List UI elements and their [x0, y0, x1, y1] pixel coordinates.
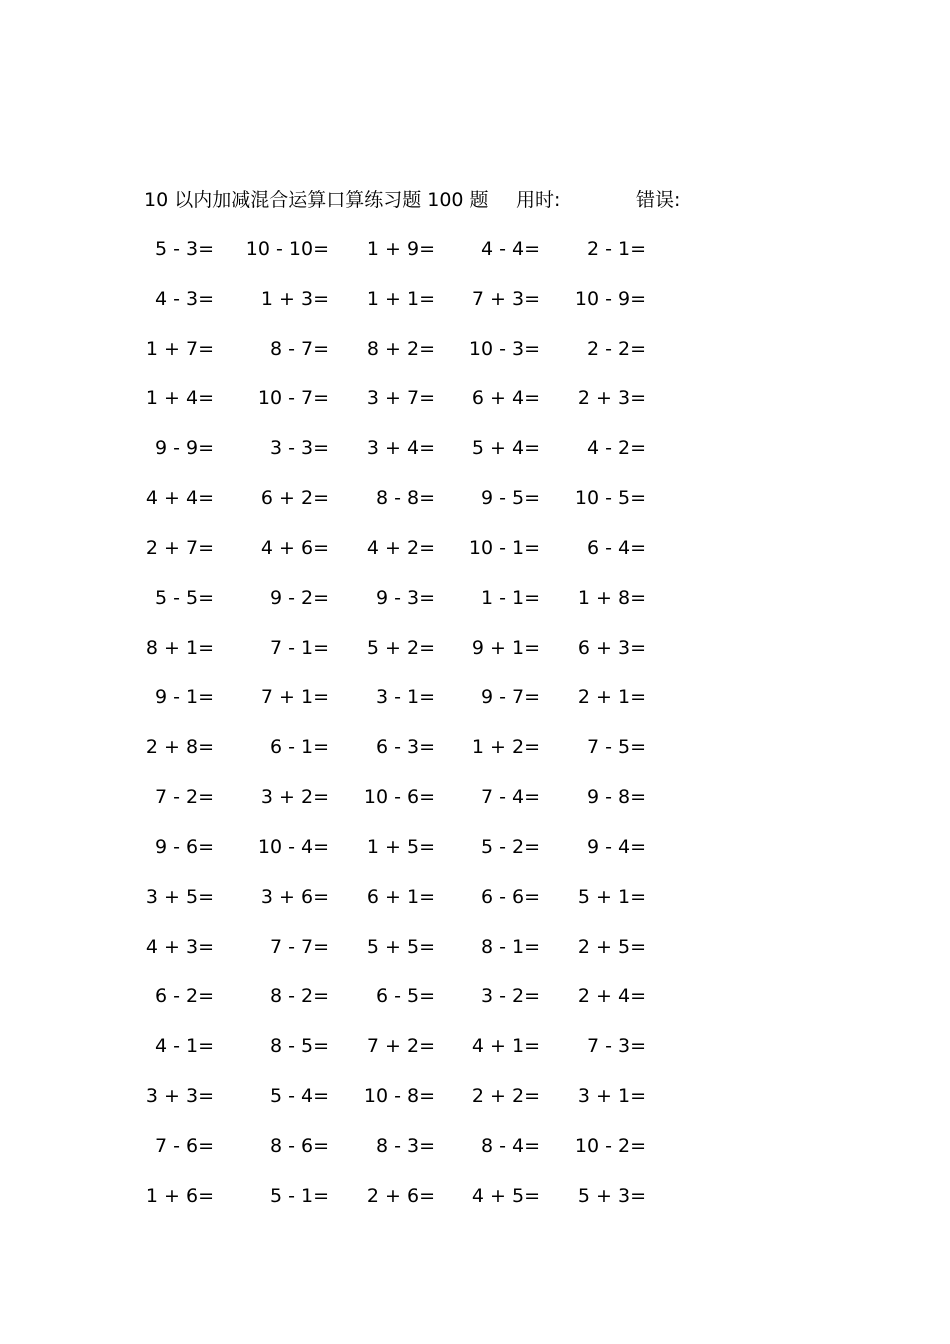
problem-item: 6 + 4= — [471, 387, 540, 410]
problem-item: 2 + 6= — [366, 1184, 435, 1207]
problem-item: 7 - 5= — [586, 736, 646, 759]
problem-item: 5 - 1= — [269, 1184, 329, 1207]
problem-item: 3 - 3= — [269, 437, 329, 460]
problem-item: 8 - 1= — [480, 935, 540, 958]
problem-item: 7 + 3= — [471, 287, 540, 310]
errors-label: 错误: — [636, 189, 681, 211]
problem-item: 10 - 7= — [257, 387, 329, 410]
problem-item: 10 - 3= — [468, 337, 540, 360]
problem-item: 5 + 1= — [577, 885, 646, 908]
problem-item: 2 + 4= — [577, 985, 646, 1008]
problem-item: 3 + 3= — [145, 1085, 214, 1108]
worksheet-title: 10 以内加减混合运算口算练习题 100 题 — [144, 189, 489, 211]
problem-row — [0, 782, 950, 832]
problem-item: 5 - 2= — [480, 835, 540, 858]
problem-item: 6 + 3= — [577, 636, 646, 659]
problem-item: 6 - 4= — [586, 536, 646, 559]
problem-item: 3 + 7= — [366, 387, 435, 410]
problem-item: 10 - 10= — [245, 238, 329, 260]
problem-row — [0, 383, 950, 433]
problem-row — [0, 1031, 950, 1081]
problem-item: 1 + 4= — [145, 387, 214, 410]
problem-item: 9 - 5= — [480, 487, 540, 510]
problem-item: 6 - 5= — [375, 985, 435, 1008]
problem-row — [0, 832, 950, 882]
problem-item: 10 - 5= — [574, 487, 646, 510]
problem-item: 7 + 2= — [366, 1035, 435, 1058]
problem-item: 5 - 4= — [269, 1085, 329, 1108]
problem-row — [0, 234, 950, 284]
problem-item: 9 - 3= — [375, 586, 435, 609]
problem-item: 7 - 2= — [154, 786, 214, 809]
problem-item: 6 - 2= — [154, 985, 214, 1008]
problem-row — [0, 533, 950, 583]
problem-item: 4 + 5= — [471, 1184, 540, 1207]
problem-item: 1 + 7= — [145, 337, 214, 360]
problem-item: 6 - 3= — [375, 736, 435, 759]
problem-item: 2 + 2= — [471, 1085, 540, 1108]
problem-item: 3 + 5= — [145, 885, 214, 908]
problem-item: 1 + 1= — [366, 287, 435, 310]
problem-item: 1 - 1= — [480, 586, 540, 609]
problem-item: 1 + 6= — [145, 1184, 214, 1207]
problem-item: 4 - 1= — [154, 1035, 214, 1058]
problem-item: 7 + 1= — [260, 686, 329, 709]
problem-item: 5 + 4= — [471, 437, 540, 460]
problem-item: 3 + 2= — [260, 786, 329, 809]
problem-item: 4 - 2= — [586, 437, 646, 460]
problem-item: 2 + 1= — [577, 686, 646, 709]
problem-item: 10 - 8= — [363, 1085, 435, 1108]
problem-row — [0, 334, 950, 384]
problem-row — [0, 1131, 950, 1181]
problem-item: 8 - 4= — [480, 1134, 540, 1157]
problem-item: 7 - 4= — [480, 786, 540, 809]
problem-item: 8 - 8= — [375, 487, 435, 510]
problem-item: 9 - 7= — [480, 686, 540, 709]
problem-item: 6 + 1= — [366, 885, 435, 908]
problem-item: 9 - 1= — [154, 686, 214, 709]
problem-item: 1 + 2= — [471, 736, 540, 759]
problem-item: 7 - 1= — [269, 636, 329, 659]
problem-item: 1 + 3= — [260, 287, 329, 310]
problem-item: 8 - 6= — [269, 1134, 329, 1157]
problem-item: 3 - 2= — [480, 985, 540, 1008]
problem-item: 2 + 5= — [577, 935, 646, 958]
problem-item: 1 + 9= — [366, 238, 435, 260]
problem-item: 6 - 1= — [269, 736, 329, 759]
problem-item: 1 + 5= — [366, 835, 435, 858]
problem-item: 2 + 3= — [577, 387, 646, 410]
problem-item: 6 - 6= — [480, 885, 540, 908]
problem-item: 5 + 3= — [577, 1184, 646, 1207]
problem-item: 9 - 2= — [269, 586, 329, 609]
problem-item: 8 - 5= — [269, 1035, 329, 1058]
problem-item: 7 - 3= — [586, 1035, 646, 1058]
problem-row — [0, 633, 950, 683]
problem-item: 7 - 6= — [154, 1134, 214, 1157]
problem-row — [0, 284, 950, 334]
problem-item: 9 + 1= — [471, 636, 540, 659]
problem-item: 2 + 8= — [145, 736, 214, 759]
problem-row — [0, 1181, 950, 1231]
problem-item: 8 + 1= — [145, 636, 214, 659]
problem-row — [0, 732, 950, 782]
problem-item: 8 - 3= — [375, 1134, 435, 1157]
problem-item: 2 + 7= — [145, 536, 214, 559]
problem-item: 4 - 3= — [154, 287, 214, 310]
problem-item: 10 - 1= — [468, 536, 540, 559]
problem-item: 4 + 2= — [366, 536, 435, 559]
problem-item: 3 + 4= — [366, 437, 435, 460]
problem-item: 10 - 9= — [574, 287, 646, 310]
problem-item: 9 - 8= — [586, 786, 646, 809]
problem-item: 8 - 2= — [269, 985, 329, 1008]
problem-row — [0, 981, 950, 1031]
problem-item: 10 - 2= — [574, 1134, 646, 1157]
problem-item: 9 - 6= — [154, 835, 214, 858]
problem-item: 5 - 5= — [154, 586, 214, 609]
problem-item: 8 + 2= — [366, 337, 435, 360]
problem-item: 10 - 4= — [257, 835, 329, 858]
problem-row — [0, 583, 950, 633]
time-used-label: 用时: — [516, 189, 561, 211]
problem-item: 7 - 7= — [269, 935, 329, 958]
problem-row — [0, 882, 950, 932]
problem-item: 2 - 1= — [586, 238, 646, 260]
problem-item: 4 + 1= — [471, 1035, 540, 1058]
problem-grid — [0, 234, 950, 1231]
problem-item: 4 + 3= — [145, 935, 214, 958]
problem-item: 1 + 8= — [577, 586, 646, 609]
problem-item: 3 - 1= — [375, 686, 435, 709]
problem-item: 6 + 2= — [260, 487, 329, 510]
problem-row — [0, 932, 950, 982]
problem-item: 4 + 4= — [145, 487, 214, 510]
problem-row — [0, 433, 950, 483]
problem-item: 3 + 1= — [577, 1085, 646, 1108]
problem-item: 10 - 6= — [363, 786, 435, 809]
problem-item: 9 - 4= — [586, 835, 646, 858]
problem-item: 5 - 3= — [154, 238, 214, 260]
problem-row — [0, 682, 950, 732]
problem-item: 2 - 2= — [586, 337, 646, 360]
problem-item: 4 + 6= — [260, 536, 329, 559]
problem-item: 9 - 9= — [154, 437, 214, 460]
problem-row — [0, 483, 950, 533]
problem-row — [0, 1081, 950, 1131]
problem-item: 8 - 7= — [269, 337, 329, 360]
problem-item: 4 - 4= — [480, 238, 540, 260]
problem-item: 5 + 5= — [366, 935, 435, 958]
problem-item: 3 + 6= — [260, 885, 329, 908]
problem-item: 5 + 2= — [366, 636, 435, 659]
